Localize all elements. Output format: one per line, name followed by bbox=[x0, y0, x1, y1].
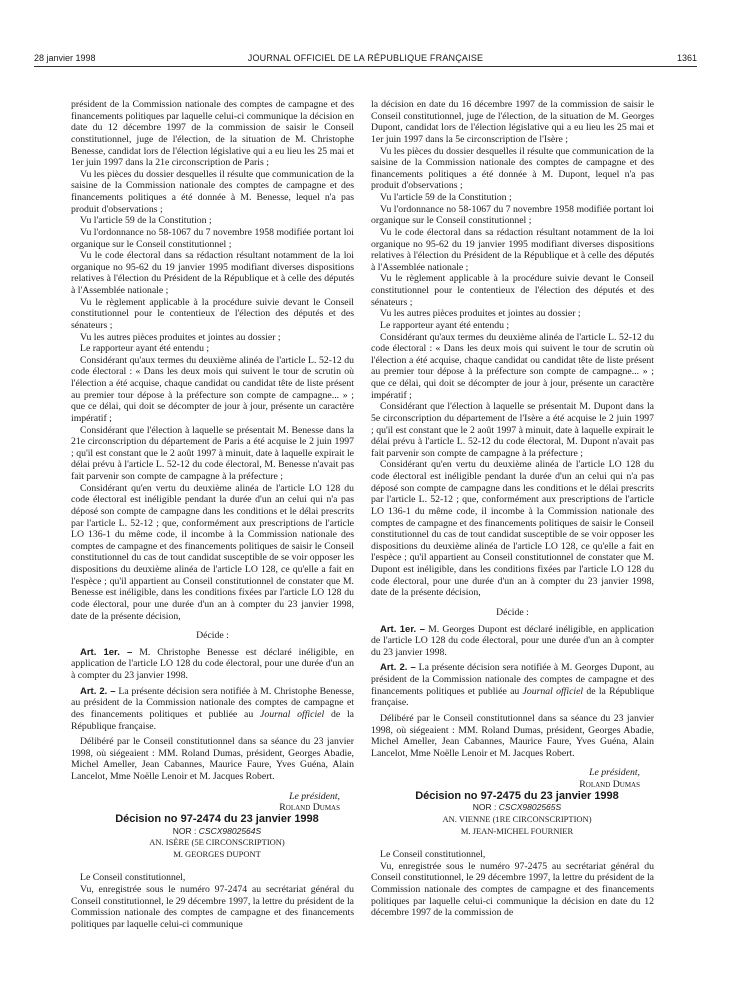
article-1 bbox=[371, 624, 654, 659]
paragraph: président de la Commission nationale des comptes de campagne et des financements politiques par laquelle celui-ci communique la décision en date du 12 décembre 1997 de la commission de saisir le Conseil constitutionnel, juge de l'élection, de la situation de M. Christophe Benesse, candidat lors de l'élection législative qui a eu lieu les 25 mai et 1er juin 1997 dans la 21e circonscription de Paris ; bbox=[71, 99, 354, 169]
nor-label: NOR : bbox=[472, 802, 497, 813]
paragraph: Considérant qu'aux termes du deuxième alinéa de l'article L. 52-12 du code électoral : « Dans les deux mois qui suivent le tour de scrutin où l'élection a été acquise, chaque candidat ou candidat tête de liste présent au premier tour dépose à la préfecture son compte de campagne... » ; que ce délai, qui doit se décompter de jour à jour, présente un caractère impératif ; bbox=[371, 331, 654, 401]
paragraph: Vu le code électoral dans sa rédaction résultant notamment de la loi organique no 95-62 du 19 janvier 1995 modifiant diverses dispositions relatives à l'élection du Président de la République et à celle des députés à l'Assemblée nationale ; bbox=[371, 226, 654, 273]
signature-role: Le président, bbox=[289, 790, 340, 802]
journal-name: Journal officiel bbox=[522, 685, 584, 697]
paragraph: Considérant que l'élection à laquelle se présentait M. Benesse dans la 21e circonscription du département de Paris a été acquise le 2 juin 1997 ; qu'il est constant que le 2 août 1997 à minuit, date à laquelle expirait le délai prévu à l'article L. 52-12 du code électoral, M. Benesse n'avait pas fait parvenir son compte de campagne à la préfecture ; bbox=[71, 424, 354, 482]
paragraph: Le rapporteur ayant été entendu ; bbox=[380, 319, 510, 331]
paragraph: Considérant que l'élection à laquelle se présentait M. Dupont dans la 5e circonscription du département de l'Isère a été acquise le 2 juin 1997 ; qu'il est constant que le 2 août 1997 à minuit, date à laquelle expirait le délai prévu à l'article L. 52-12 du code électoral, M. Dupont n'avait pas fait parvenir son compte de campagne à la préfecture ; bbox=[371, 401, 654, 459]
page-header bbox=[34, 50, 697, 66]
header-page-number: 1361 bbox=[676, 53, 697, 63]
candidate-name: M. JEAN-MICHEL FOURNIER bbox=[460, 825, 574, 836]
paragraph: Le Conseil constitutionnel, bbox=[80, 872, 186, 884]
nor-code: CSCX9802565S bbox=[498, 802, 562, 813]
signature-name: Roland Dumas bbox=[279, 802, 340, 814]
article-label: Art. 1er. – bbox=[380, 623, 425, 635]
header-date: 28 janvier 1998 bbox=[34, 53, 96, 63]
paragraph: Considérant qu'aux termes du deuxième alinéa de l'article L. 52-12 du code électoral : « Dans les deux mois qui suivent le tour de scrutin où l'élection a été acquise, chaque candidat ou candidat tête de liste présent au premier tour dépose à la préfecture son compte de campagne... » ; que ce délai, qui doit se décompter de jour à jour, présente un caractère impératif ; bbox=[71, 354, 354, 424]
paragraph: Vu l'article 59 de la Constitution ; bbox=[380, 192, 512, 203]
constituency: AN. VIENNE (1RE CIRCONSCRIPTION) bbox=[442, 813, 592, 824]
decide-heading: Décide : bbox=[196, 630, 229, 642]
nor-code: CSCX9802564S bbox=[198, 825, 262, 836]
paragraph: Vu l'ordonnance no 58-1067 du 7 novembre 1958 modifiée portant loi organique sur le Conseil constitutionnel ; bbox=[71, 226, 354, 250]
paragraph: Considérant qu'en vertu du deuxième alinéa de l'article LO 128 du code électoral est inéligible pendant la durée d'un an celui qui n'a pas déposé son compte de campagne dans les conditions et le délai prescrits par l'article L. 52-12 ; que, conformément aux prescriptions de l'article LO 136-1 du même code, il incombe à la Commission nationale des comptes de campagne et des financements politiques de saisir le Conseil constitutionnel du cas de tout candidat susceptible de se voir opposer les dispositions du deuxième alinéa de l'article LO 128, ce qu'elle a fait en l'espèce ; qu'il appartient au Conseil constitutionnel de constater que M. Dupont est inéligible, dans les conditions fixées par l'article LO 128 du code électoral, pour une durée d'un an à compter du 23 janvier 1998, date de la présente décision, bbox=[371, 459, 654, 599]
left-column bbox=[71, 99, 354, 931]
paragraph: Considérant qu'en vertu du deuxième alinéa de l'article LO 128 du code électoral est inéligible pendant la durée d'un an celui qui n'a pas déposé son compte de campagne dans les conditions et le délai prescrits par l'article L. 52-12 ; que, conformément aux prescriptions de l'article LO 136-1 du même code, il incombe à la Commission nationale des comptes de campagne et des financements politiques de saisir le Conseil constitutionnel du cas de tout candidat susceptible de se voir opposer les dispositions du deuxième alinéa de l'article LO 128, ce qu'elle a fait en l'espèce ; qu'il appartient au Conseil constitutionnel de constater que M. Benesse est inéligible, dans les conditions fixées par l'article LO 128 du code électoral, pour une durée d'un an à compter du 23 janvier 1998, date de la présente décision, bbox=[71, 482, 354, 622]
nor-reference bbox=[371, 802, 654, 814]
article-2 bbox=[71, 686, 354, 733]
nor-reference bbox=[71, 826, 354, 838]
signature-role: Le président, bbox=[589, 767, 640, 779]
paragraph: Le rapporteur ayant été entendu ; bbox=[80, 343, 210, 355]
article-text: La présente décision sera notifiée à M. Georges Dupont, au président de la Commission nationale des comptes de campagne et des financements politiques et publiée au bbox=[371, 662, 654, 697]
header-rule bbox=[34, 66, 697, 67]
paragraph: Vu, enregistrée sous le numéro 97-2474 au secrétariat général du Conseil constitutionnel, le 29 décembre 1997, la lettre du président de la Commission nationale des comptes de campagne et des financements politiques par laquelle celui-ci communique bbox=[71, 884, 354, 930]
decision-title: Décision no 97-2474 du 23 janvier 1998 bbox=[115, 812, 319, 825]
right-column bbox=[371, 99, 654, 919]
article-label: Art. 2. – bbox=[80, 685, 116, 697]
paragraph: Le Conseil constitutionnel, bbox=[380, 849, 486, 861]
decide-heading: Décide : bbox=[496, 606, 529, 618]
article-2 bbox=[371, 662, 654, 709]
deliberation: Délibéré par le Conseil constitutionnel dans sa séance du 23 janvier 1998, où siégeaient : MM. Roland Dumas, président, Georges Abadie, Michel Ameller, Jean Cabannes, Maurice Faure, Yves Guéna, Alain Lancelot, Mme Noëlle Lenoir et M. Jacques Robert. bbox=[71, 736, 354, 782]
paragraph: Vu les autres pièces produites et jointes au dossier ; bbox=[380, 308, 581, 320]
candidate-name: M. GEORGES DUPONT bbox=[173, 848, 261, 859]
paragraph: Vu les pièces du dossier desquelles il résulte que communication de la saisine de la Commission nationale des comptes de campagne et des financements politiques a été donnée à M. Benesse, lequel n'a pas produit d'observations ; bbox=[71, 168, 354, 215]
journal-name: Journal officiel bbox=[260, 708, 325, 720]
paragraph: Vu les autres pièces produites et jointes au dossier ; bbox=[80, 331, 281, 343]
article-text: La présente décision sera notifiée à M. Christophe Benesse, au président de la Commission nationale des comptes de campagne et des financements politiques et publiée au bbox=[71, 685, 355, 720]
decision-title: Décision no 97-2475 du 23 janvier 1998 bbox=[415, 789, 619, 802]
signature-name: Roland Dumas bbox=[579, 779, 640, 790]
article-text: de la République française. bbox=[71, 708, 355, 732]
constituency: AN. ISÈRE (5E CIRCONSCRIPTION) bbox=[149, 837, 285, 848]
paragraph: Vu l'article 59 de la Constitution ; bbox=[80, 215, 212, 227]
article-text: M. Christophe Benesse est déclaré inéligible, en application de l'article LO 128 du code électoral, pour une durée d'un an à compter du 23 janvier 1998. bbox=[71, 646, 354, 681]
article-label: Art. 2. – bbox=[380, 662, 416, 674]
paragraph: Vu les pièces du dossier desquelles il résulte que communication de la saisine de la Commission nationale des comptes de campagne et des financements politiques a été donnée à M. Dupont, lequel n'a pas produit d'observations ; bbox=[371, 145, 654, 192]
paragraph: Vu le règlement applicable à la procédure suivie devant le Conseil constitutionnel pour le contentieux de l'élection des députés et des sénateurs ; bbox=[371, 273, 654, 308]
header-title: JOURNAL OFFICIEL DE LA RÉPUBLIQUE FRANÇAISE bbox=[247, 53, 484, 63]
paragraph: la décision en date du 16 décembre 1997 de la commission de saisir le Conseil constitutionnel, juge de l'élection, de la situation de M. Georges Dupont, candidat lors de l'élection législative qui a eu lieu les 25 mai et 1er juin 1997 dans la 5e circonscription de l'Isère ; bbox=[371, 99, 654, 145]
paragraph: Vu le code électoral dans sa rédaction résultant notamment de la loi organique no 95-62 du 19 janvier 1995 modifiant diverses dispositions relatives à l'élection du Président de la République et à celle des députés à l'Assemblée nationale ; bbox=[71, 250, 354, 296]
deliberation: Délibéré par le Conseil constitutionnel dans sa séance du 23 janvier 1998, où siégeaient : MM. Roland Dumas, président, Georges Abadie, Michel Ameller, Jean Cabannes, Maurice Faure, Yves Guéna, Alain Lancelot, Mme Noëlle Lenoir et M. Jacques Robert. bbox=[371, 712, 654, 759]
paragraph: Vu, enregistrée sous le numéro 97-2475 au secrétariat général du Conseil constitutionnel, le 29 décembre 1997, la lettre du président de la Commission nationale des comptes de campagne et des financements politiques par laquelle celui-ci communique la décision en date du 12 décembre 1997 de la commission de bbox=[371, 860, 654, 919]
article-text: M. Georges Dupont est déclaré inéligible, en application de l'article LO 128 du code électoral, pour une durée d'un an à compter du 23 janvier 1998. bbox=[371, 623, 654, 658]
paragraph: Vu l'ordonnance no 58-1067 du 7 novembre 1958 modifiée portant loi organique sur le Conseil constitutionnel ; bbox=[371, 203, 654, 227]
paragraph: Vu le règlement applicable à la procédure suivie devant le Conseil constitutionnel pour le contentieux de l'élection des députés et des sénateurs ; bbox=[71, 296, 354, 331]
article-text: de la République française. bbox=[371, 685, 655, 709]
article-1 bbox=[71, 647, 354, 682]
nor-label: NOR : bbox=[172, 825, 197, 836]
article-label: Art. 1er. – bbox=[80, 646, 133, 658]
